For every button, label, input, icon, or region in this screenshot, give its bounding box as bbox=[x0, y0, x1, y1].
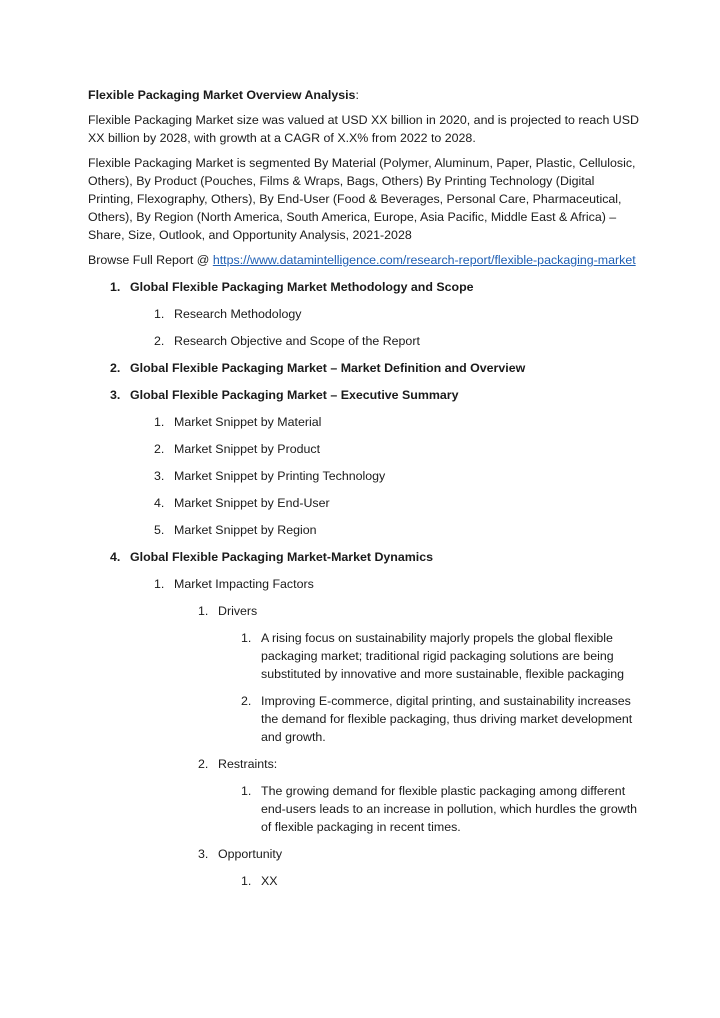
toc-item-number: 2. bbox=[154, 442, 165, 456]
toc-item bbox=[88, 413, 640, 431]
toc-item-number: 1. bbox=[241, 784, 252, 798]
overview-heading bbox=[88, 86, 640, 104]
title-colon: : bbox=[355, 88, 359, 102]
toc-item-text: Global Flexible Packaging Market – Executive Summary bbox=[130, 388, 459, 402]
toc-item bbox=[88, 629, 640, 683]
toc-item-number: 1. bbox=[154, 415, 165, 429]
toc-item-text: Improving E-commerce, digital printing, and sustainability increases the demand for flexible packaging, thus driving market development and growth. bbox=[261, 694, 633, 744]
toc-item-number: 1. bbox=[154, 577, 165, 591]
browse-prefix: Browse Full Report @ bbox=[88, 253, 213, 267]
toc-item bbox=[88, 359, 640, 377]
document-title: Flexible Packaging Market Overview Analysis bbox=[88, 88, 356, 102]
toc-item bbox=[88, 755, 640, 773]
toc-item-number: 1. bbox=[110, 280, 121, 294]
toc-item bbox=[88, 521, 640, 539]
toc-item-text: Global Flexible Packaging Market – Market Definition and Overview bbox=[130, 361, 526, 375]
toc-item-number: 3. bbox=[110, 388, 121, 402]
toc-item bbox=[88, 440, 640, 458]
toc-item-number: 5. bbox=[154, 523, 165, 537]
toc-item-number: 2. bbox=[154, 334, 165, 348]
document-page bbox=[88, 86, 640, 899]
toc-item-text: Research Objective and Scope of the Report bbox=[174, 334, 420, 348]
toc-item-text: Opportunity bbox=[218, 847, 283, 861]
toc-item bbox=[88, 467, 640, 485]
browse-report-line bbox=[88, 251, 640, 269]
toc-item-number: 4. bbox=[154, 496, 165, 510]
toc-item-text: Research Methodology bbox=[174, 307, 302, 321]
toc-item-number: 2. bbox=[198, 757, 209, 771]
toc-item bbox=[88, 332, 640, 350]
toc-item-number: 2. bbox=[241, 694, 252, 708]
table-of-contents bbox=[88, 278, 640, 890]
segmentation-paragraph: Flexible Packaging Market is segmented By Material (Polymer, Aluminum, Paper, Plastic, Cellulosic, Others), By Product (Pouches, Films & Wraps, Bags, Others) By Printing Technology (Digital Printing, Flexography, Others), By End-User (Food & Beverages, Personal Care, Pharmaceutical, Others), By Region (North America, South America, Europe, Asia Pacific, Middle East & Africa) – Share, Size, Outlook, and Opportunity Analysis, 2021-2028 bbox=[88, 156, 636, 242]
toc-item-text: A rising focus on sustainability majorly propels the global flexible packaging market; traditional rigid packaging solutions are being substituted by innovative and more sustainable, flexible packaging bbox=[261, 631, 624, 681]
toc-item-text: Restraints: bbox=[218, 757, 278, 771]
toc-item-number: 3. bbox=[154, 469, 165, 483]
toc-item-number: 1. bbox=[241, 631, 252, 645]
toc-item-text: Market Snippet by Material bbox=[174, 415, 322, 429]
toc-item-text: Market Snippet by Product bbox=[174, 442, 321, 456]
toc-item bbox=[88, 548, 640, 566]
toc-item-text: XX bbox=[261, 874, 278, 888]
toc-item-text: The growing demand for flexible plastic packaging among different end-users leads to an increase in pollution, which hurdles the growth of flexible packaging in recent times. bbox=[261, 784, 638, 834]
toc-item-number: 3. bbox=[198, 847, 209, 861]
toc-item-text: Market Snippet by Region bbox=[174, 523, 317, 537]
toc-item bbox=[88, 602, 640, 620]
toc-item bbox=[88, 575, 640, 593]
toc-item-number: 1. bbox=[241, 874, 252, 888]
toc-item-text: Global Flexible Packaging Market-Market Dynamics bbox=[130, 550, 433, 564]
toc-item bbox=[88, 278, 640, 296]
toc-item-number: 1. bbox=[154, 307, 165, 321]
toc-item-text: Drivers bbox=[218, 604, 258, 618]
toc-item-text: Market Impacting Factors bbox=[174, 577, 314, 591]
toc-item bbox=[88, 872, 640, 890]
toc-item-text: Market Snippet by Printing Technology bbox=[174, 469, 386, 483]
toc-item bbox=[88, 782, 640, 836]
market-size-paragraph: Flexible Packaging Market size was valued at USD XX billion in 2020, and is projected to reach USD XX billion by 2028, with growth at a CAGR of X.X% from 2022 to 2028. bbox=[88, 113, 639, 145]
toc-item bbox=[88, 692, 640, 746]
toc-item-number: 4. bbox=[110, 550, 121, 564]
toc-item-text: Global Flexible Packaging Market Methodology and Scope bbox=[130, 280, 474, 294]
toc-item-number: 1. bbox=[198, 604, 209, 618]
toc-item bbox=[88, 386, 640, 404]
report-link[interactable]: https://www.datamintelligence.com/research-report/flexible-packaging-market bbox=[212, 253, 636, 267]
toc-item bbox=[88, 494, 640, 512]
toc-item-number: 2. bbox=[110, 361, 121, 375]
toc-item bbox=[88, 845, 640, 863]
toc-item-text: Market Snippet by End-User bbox=[174, 496, 330, 510]
toc-item bbox=[88, 305, 640, 323]
